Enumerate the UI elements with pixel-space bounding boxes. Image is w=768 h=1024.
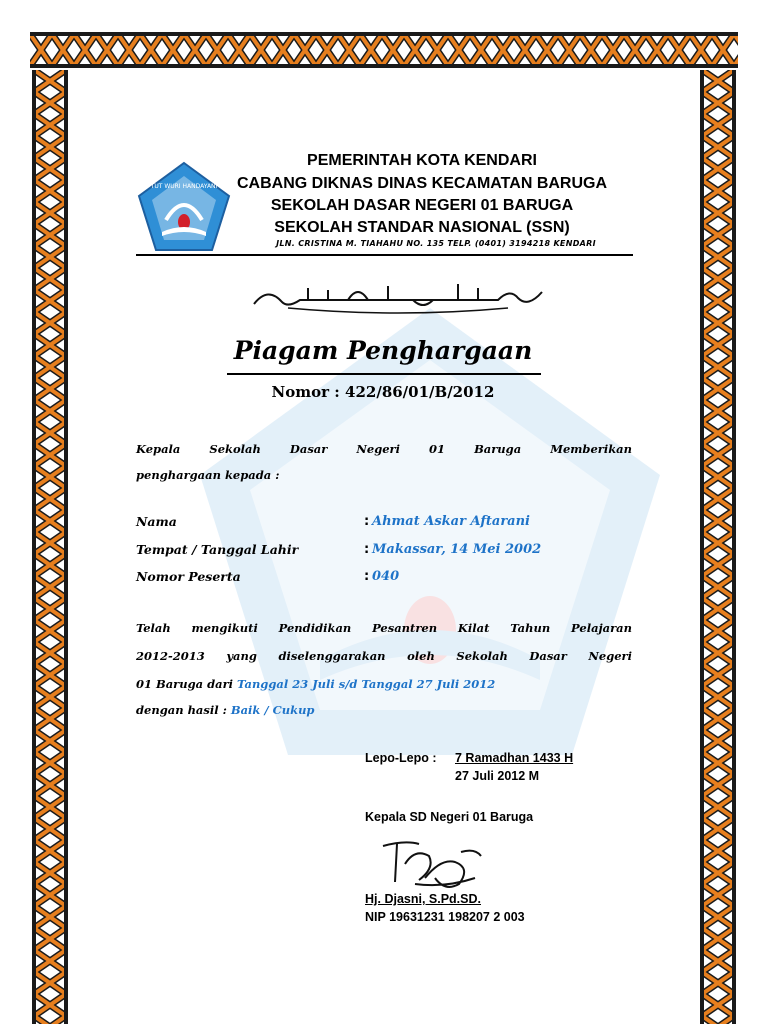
border-top-pattern [30,30,738,70]
result-value: Baik / Cukup [230,703,315,717]
body-line-3 [136,677,632,691]
border-left-pattern [30,70,70,1024]
svg-text:TUT WURI HANDAYANI: TUT WURI HANDAYANI [150,183,218,190]
tut-wuri-handayani-logo-icon [136,160,232,254]
body-line-4-prefix: dengan hasil : [136,703,227,717]
body-line-1: Telah mengikuti Pendidikan Pesantren Kilat Tahun Pelajaran [136,621,632,635]
gregorian-date: 27 Juli 2012 M [455,769,540,783]
header-school: SEKOLAH DASAR NEGERI 01 BARUGA [270,197,574,214]
training-dates: Tanggal 23 Juli s/d Tanggal 27 Juli 2012 [237,677,496,691]
field-value-name: Ahmat Askar Aftarani [372,514,530,529]
field-value-participant-number: 040 [372,569,400,584]
bismillah-calligraphy-icon [248,278,548,316]
letterhead-divider [136,254,633,256]
field-label-birth: Tempat / Tanggal Lahir [136,542,299,557]
field-colon: : [364,542,370,557]
body-line-2: 2012-2013 yang diselenggarakan oleh Sekolah Dasar Negeri [136,649,632,663]
intro-line-2: penghargaan kepada : [136,468,280,482]
header-school-status: SEKOLAH STANDAR NASIONAL (SSN) [274,219,570,236]
field-value-birth: Makassar, 14 Mei 2002 [372,542,542,557]
field-colon: : [364,514,370,529]
certificate-title: Piagam Penghargaan [233,336,533,365]
signatory-name: Hj. Djasni, S.Pd.SD. [365,892,481,906]
title-underline [227,373,541,375]
field-label-name: Nama [136,514,177,529]
body-line-4 [136,703,632,717]
hijri-date: 7 Ramadhan 1433 H [455,751,574,765]
field-colon: : [364,569,370,584]
emblem-watermark [190,300,670,770]
certificate-number: Nomor : 422/86/01/B/2012 [271,383,495,401]
place-label: Lepo-Lepo : [365,751,437,765]
signature-icon [375,838,487,894]
header-address: JLN. CRISTINA M. TIAHAHU NO. 135 TELP. (0401) 3194218 KENDARI [276,239,596,248]
header-government: PEMERINTAH KOTA KENDARI [307,152,537,169]
body-line-3-prefix: 01 Baruga dari [136,677,234,691]
field-label-participant-number: Nomor Peserta [136,569,241,584]
intro-line-1: Kepala Sekolah Dasar Negeri 01 Baruga Memberikan [136,442,632,456]
signatory-position: Kepala SD Negeri 01 Baruga [365,810,534,824]
header-department: CABANG DIKNAS DINAS KECAMATAN BARUGA [236,175,608,192]
border-right-pattern [698,70,738,1024]
signatory-nip: NIP 19631231 198207 2 003 [365,910,525,924]
